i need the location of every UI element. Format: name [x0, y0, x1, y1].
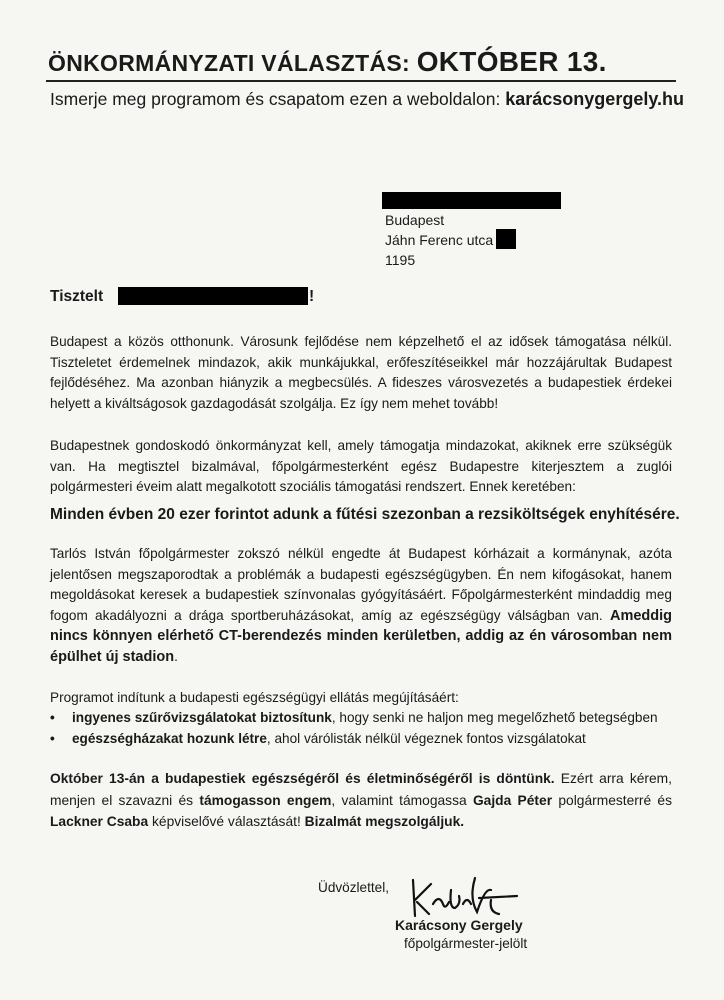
headline-rule	[46, 80, 676, 82]
bullet-text: , ahol várólisták nélkül végeznek fontos vizsgálatokat	[266, 731, 586, 746]
final-bold-1: Október 13-án a budapestiek egészségéről és életminőségéről is döntünk.	[50, 771, 555, 786]
redacted-recipient	[118, 287, 308, 305]
bullet-icon: •	[50, 710, 55, 725]
final-text-1: Ezért arra kérem, menjen el szavazni és	[50, 771, 672, 808]
paragraph-3-text: Tarlós István főpolgármester zokszó nélkül engedte át Budapest kórházait a kormánynak, azóta jelentősen megszaporodtak a problémák a budapesti egészségügyben. Én nem kifogásokat, hanem megoldásokat keresek a budapestiek színvonalas gyógyításáért. Főpolgármesterként mindaddig meg fogom akadályozni a drága sportberuházásokat, amíg az egészségügy válságban van.	[50, 546, 672, 623]
headline-text: ÖNKORMÁNYZATI VÁLASZTÁS:	[48, 50, 410, 76]
bullet-bold: ingyenes szűrővizsgálatokat biztosítunk	[72, 710, 332, 725]
highlight-line: Minden évben 20 ezer forintot adunk a fűtési szezonban a rezsiköltségek enyhítésére.	[50, 506, 680, 523]
subline	[50, 89, 684, 110]
paragraph-2: Budapestnek gondoskodó önkormányzat kell, amely támogatja mindazokat, akiknek erre szükségük van. Ha megtisztel bizalmával, főpolgármesterként egész Budapestre kiterjesztem a zuglói polgármesteri éveim alatt megalkotott szociális támogatási rendszert. Ennek keretében:	[50, 438, 672, 494]
list-item	[50, 729, 586, 749]
signer-title: főpolgármester-jelölt	[404, 936, 528, 951]
final-bold-3: Gajda Péter	[472, 792, 553, 808]
regards: Üdvözlettel,	[318, 880, 390, 895]
redacted-name	[382, 192, 561, 209]
bullet-text: , hogy senki ne haljon meg megelőzhető betegségben	[331, 710, 658, 725]
address-city: Budapest	[385, 212, 445, 228]
final-bold-2: támogasson engem	[199, 792, 332, 808]
final-text-4: képviselővé választását!	[148, 814, 305, 829]
signature-stroke	[413, 878, 517, 916]
address-street-text: Jáhn Ferenc utca	[385, 232, 494, 248]
greeting	[50, 288, 103, 306]
final-text-2: , valamint támogassa	[331, 792, 473, 808]
headline	[48, 46, 607, 78]
final-bold-5: Bizalmát megszolgáljuk.	[304, 814, 465, 829]
greeting-mark: !	[309, 288, 315, 305]
final-paragraph	[50, 768, 672, 833]
bullet-icon: •	[50, 731, 55, 746]
signer-name: Karácsony Gergely	[395, 917, 523, 933]
greeting-opening: Tisztelt	[50, 288, 104, 305]
address-street	[385, 230, 493, 250]
paragraph-3	[50, 544, 672, 667]
bullet-bold: egészségházakat hozunk létre	[72, 731, 267, 746]
address-zip: 1195	[385, 252, 416, 268]
list-item	[50, 708, 658, 728]
paragraph-1: Budapest a közös otthonunk. Városunk fejlődése nem képzelhető el az idősek támogatása nélkül. Tiszteletet érdemelnek mindazok, akik munkájukkal, erőfeszítéseikkel már hozzájárultak Budapest fejlődéséhez. Ma azonban hiányzik a megbecsülés. A fideszes városvezetés a budapestiek érdekei helyett a kiváltságosok gazdagodását szolgálja. Ez így nem mehet tovább!	[50, 334, 672, 411]
final-text-3: polgármesterré és	[552, 792, 672, 808]
paragraph-3-bold: Ameddig nincs könnyen elérhető CT-berendezés minden kerületben, addig az én városomban nem épülhet új stadion	[50, 607, 673, 665]
final-bold-4: Lackner Csaba	[50, 814, 149, 829]
paragraph-4: Programot indítunk a budapesti egészségügyi ellátás megújításáért:	[50, 690, 459, 705]
website-link[interactable]: karácsonygergely.hu	[505, 89, 684, 109]
paragraph-3-end: .	[174, 648, 178, 664]
headline-date: OKTÓBER 13.	[416, 46, 607, 77]
subline-text: Ismerje meg programom és csapatom ezen a weboldalon:	[50, 89, 501, 109]
redacted-house-number	[496, 229, 516, 249]
